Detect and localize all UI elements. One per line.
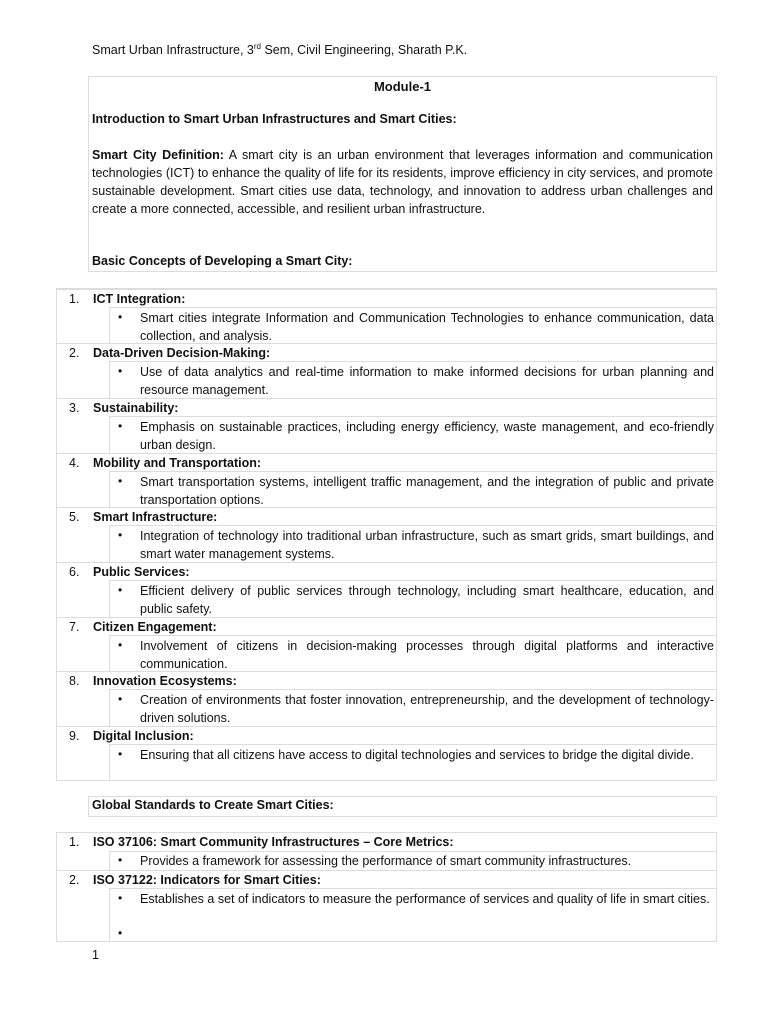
basic-concepts-heading: Basic Concepts of Developing a Smart City: bbox=[92, 254, 353, 268]
concept-item: 6. Public Services: bbox=[57, 562, 716, 563]
definition-paragraph bbox=[92, 146, 713, 218]
definition-text: A smart city is an urban environment that leverages information and communication technologies (ICT) to enhance the quality of life for its residents, improve efficiency in city services, and promote sustainable development. Smart cities use data, technology, and innovation to address urban challenges and create a more connected, accessible, and resilient urban infrastructure. bbox=[92, 148, 713, 216]
concept-bullet: • Efficient delivery of public services through technology, including smart healthcare, education, and public safety. bbox=[109, 580, 716, 617]
standard-bullet: • Provides a framework for assessing the performance of smart community infrastructures. bbox=[109, 851, 716, 870]
concept-item: 8. Innovation Ecosystems: bbox=[57, 671, 716, 672]
concept-bullet: • Emphasis on sustainable practices, including energy efficiency, waste management, and eco-friendly urban design. bbox=[109, 416, 716, 453]
concepts-list bbox=[56, 288, 717, 781]
concept-item: 2. Data-Driven Decision-Making: bbox=[57, 343, 716, 344]
running-header: Smart Urban Infrastructure, 3rd Sem, Civil Engineering, Sharath P.K. bbox=[92, 42, 468, 58]
concept-bullet: • Creation of environments that foster innovation, entrepreneurship, and the development of technology-driven solutions. bbox=[109, 689, 716, 726]
concept-item: 1. ICT Integration: bbox=[57, 289, 716, 290]
concept-bullet: • Involvement of citizens in decision-making processes through digital platforms and interactive communication. bbox=[109, 635, 716, 671]
concept-item: 9. Digital Inclusion: bbox=[57, 726, 716, 727]
concept-bullet: • Smart transportation systems, intelligent traffic management, and the integration of public and private transportation options. bbox=[109, 471, 716, 507]
global-standards-heading: Global Standards to Create Smart Cities: bbox=[92, 798, 334, 812]
module-title: Module-1 bbox=[373, 79, 432, 94]
concept-item: 3. Sustainability: bbox=[57, 398, 716, 399]
definition-label: Smart City Definition: bbox=[92, 148, 224, 162]
concept-item: 4. Mobility and Transportation: bbox=[57, 453, 716, 454]
concept-bullet: • Use of data analytics and real-time information to make informed decisions for urban planning and resource management. bbox=[109, 361, 716, 398]
concept-bullet: • Integration of technology into traditional urban infrastructure, such as smart grids, smart buildings, and smart water management systems. bbox=[109, 525, 716, 562]
concept-bullet: • Smart cities integrate Information and Communication Technologies to enhance communication, data collection, and analysis. bbox=[109, 307, 716, 343]
intro-heading: Introduction to Smart Urban Infrastructures and Smart Cities: bbox=[92, 112, 457, 126]
standards-list: 1. ISO 37106: Smart Community Infrastructures – Core Metrics: • Provides a framework for assessing the performance of smart community infrastructures. 2. ISO 37122: Indicators for Smart Cities: • Establishes a set of indicators to measure the performance of services and quality of life in smart cities. • bbox=[56, 832, 717, 942]
standard-item: 2. ISO 37122: Indicators for Smart Cities: bbox=[57, 870, 716, 871]
concept-bullet: • Ensuring that all citizens have access to digital technologies and services to bridge the digital divide. bbox=[109, 744, 716, 780]
standard-bullet: • Establishes a set of indicators to measure the performance of services and quality of life in smart cities. • bbox=[109, 888, 716, 941]
page-number: 1 bbox=[92, 948, 99, 962]
concept-item: 7. Citizen Engagement: bbox=[57, 617, 716, 618]
concept-item: 5. Smart Infrastructure: bbox=[57, 507, 716, 508]
